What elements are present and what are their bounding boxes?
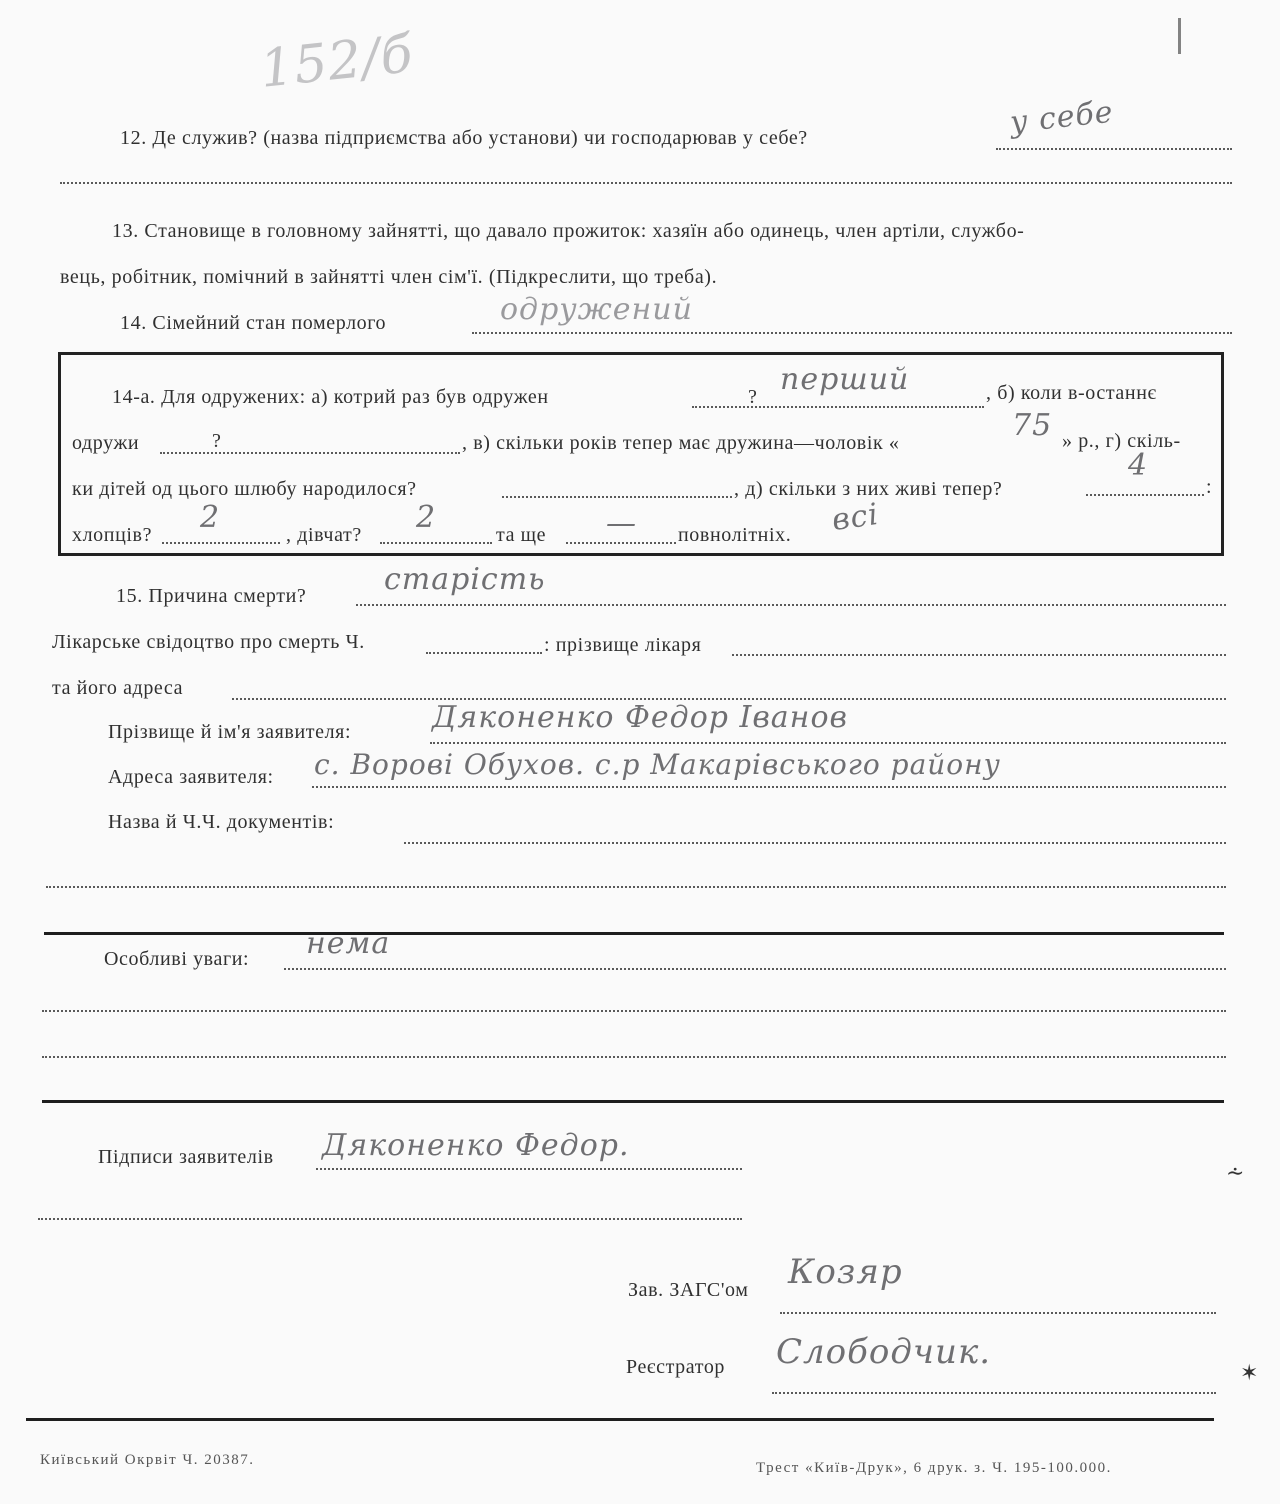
q14a-more-label: та ще	[496, 524, 547, 546]
q12-answer: у себе	[1008, 94, 1116, 141]
q15-answer: старість	[384, 562, 546, 597]
q14a-when-line	[160, 452, 460, 454]
hole-mark-icon	[1178, 18, 1193, 54]
footer-divider	[26, 1418, 1214, 1421]
applicant-address-line	[312, 786, 1226, 788]
applicant-address-label: Адреса заявителя:	[108, 766, 274, 788]
q14a-born-line	[502, 496, 732, 498]
applicant-name-label: Прізвище й ім'я заявителя:	[108, 721, 352, 743]
archive-number: 152/б	[257, 24, 417, 100]
applicant-docs-line	[404, 842, 1226, 844]
q15-label: 15. Причина смерти?	[116, 585, 307, 607]
q14-label: 14. Сімейний стан померлого	[120, 312, 387, 334]
q14a-answer-girls: 2	[416, 500, 437, 535]
q14a-part-g: ки дітей од цього шлюбу народилося?	[72, 478, 417, 500]
q14a-alive-line	[1086, 494, 1204, 496]
applicant-name-value: Дяконенко Федор Іванов	[432, 700, 848, 735]
q14a-answer-boys: 2	[200, 500, 221, 535]
signatures-label: Підписи заявителів	[98, 1146, 274, 1168]
q14a-part-v-end: » р., г) скіль-	[1062, 430, 1181, 452]
q13-line1: 13. Становище в головному зайнятті, що давало прожиток: хазяїн або одинець, член артіли, службо-	[112, 220, 1025, 242]
q14a-answer-times: перший	[780, 362, 910, 397]
section-divider-1	[44, 932, 1224, 935]
q14a-girls-line	[380, 542, 492, 544]
applicant-name-line	[430, 742, 1226, 744]
q14a-minors-label: повнолітніх.	[678, 524, 792, 546]
applicant-address-value: с. Ворові Обухов. с.р Макарівського району	[314, 748, 1001, 781]
applicant-docs-label: Назва й Ч.Ч. документів:	[108, 811, 335, 833]
q14-answer: одружений	[500, 292, 693, 327]
signatures-line-2	[38, 1218, 742, 1220]
q15-address-label: та його адреса	[52, 677, 184, 699]
registrar-label: Реєстратор	[626, 1356, 726, 1378]
q14a-part1: 14-а. Для одружених: а) котрий раз був одружен	[112, 386, 549, 408]
registrar-sign-line	[772, 1392, 1216, 1394]
q15-cert-line	[426, 652, 542, 654]
q14a-colon: :	[1206, 476, 1213, 498]
q14a-times-line	[692, 406, 984, 408]
q14a-answer-children: 4	[1128, 448, 1149, 483]
q14a-part-d: , д) скільки з них живі тепер?	[734, 478, 1003, 500]
margin-mark-icon: ⩪	[1226, 1160, 1245, 1185]
q12-label: 12. Де служив? (назва підприємства або установи) чи господарював у себе?	[120, 127, 808, 149]
head-sign: Козяр	[788, 1252, 903, 1292]
signatures-value: Дяконенко Федор.	[322, 1128, 630, 1163]
q13-line2: вець, робітник, помічний в зайнятті член сім'ї. (Підкреслити, що треба).	[60, 266, 718, 288]
q14a-part-b: , б) коли в-останнє	[986, 382, 1157, 404]
notes-line-3	[42, 1056, 1226, 1058]
q14a-boys-line	[162, 542, 280, 544]
q12-answer-line	[996, 148, 1232, 150]
section-divider-2	[42, 1100, 1224, 1103]
footer-right: Трест «Київ-Друк», 6 друк. з. Ч. 195-100.000.	[756, 1460, 1112, 1476]
q14a-qmark2: ?	[212, 430, 222, 452]
q15-doctor-label: : прізвище лікаря	[544, 634, 702, 656]
q14a-part-v: , в) скільки років тепер має дружина—чоловік «	[462, 432, 900, 454]
q14a-answer-more: —	[606, 506, 637, 541]
margin-mark-icon-2: ✶	[1240, 1360, 1259, 1385]
q14a-girls-label: , дівчат?	[286, 524, 362, 546]
q14a-answer-all: всі	[829, 496, 882, 539]
q12-continuation-line	[60, 182, 1232, 184]
q14a-answer-age: 75	[1012, 408, 1053, 443]
registrar-sign: Слободчик.	[776, 1332, 992, 1372]
notes-line	[284, 968, 1226, 970]
head-label: Зав. ЗАГС'ом	[628, 1279, 749, 1301]
notes-value: нема	[306, 926, 391, 961]
footer-left: Київський Окрвіт Ч. 20387.	[40, 1452, 255, 1468]
notes-line-2	[42, 1010, 1226, 1012]
q14a-more-line	[566, 542, 676, 544]
q14a-qmark1: ?	[748, 386, 758, 408]
q14a-part-b2: одружи	[72, 432, 140, 454]
q14-answer-line	[472, 332, 1232, 334]
notes-label: Особливі уваги:	[104, 948, 250, 970]
q15-answer-line	[356, 604, 1226, 606]
q15-doctor-line	[732, 654, 1226, 656]
q14a-boys-label: хлопців?	[72, 524, 153, 546]
applicant-docs-line-2	[46, 886, 1226, 888]
signatures-line	[316, 1168, 742, 1170]
head-sign-line	[780, 1312, 1216, 1314]
q15-cert-label: Лікарське свідоцтво про смерть Ч.	[52, 631, 365, 653]
